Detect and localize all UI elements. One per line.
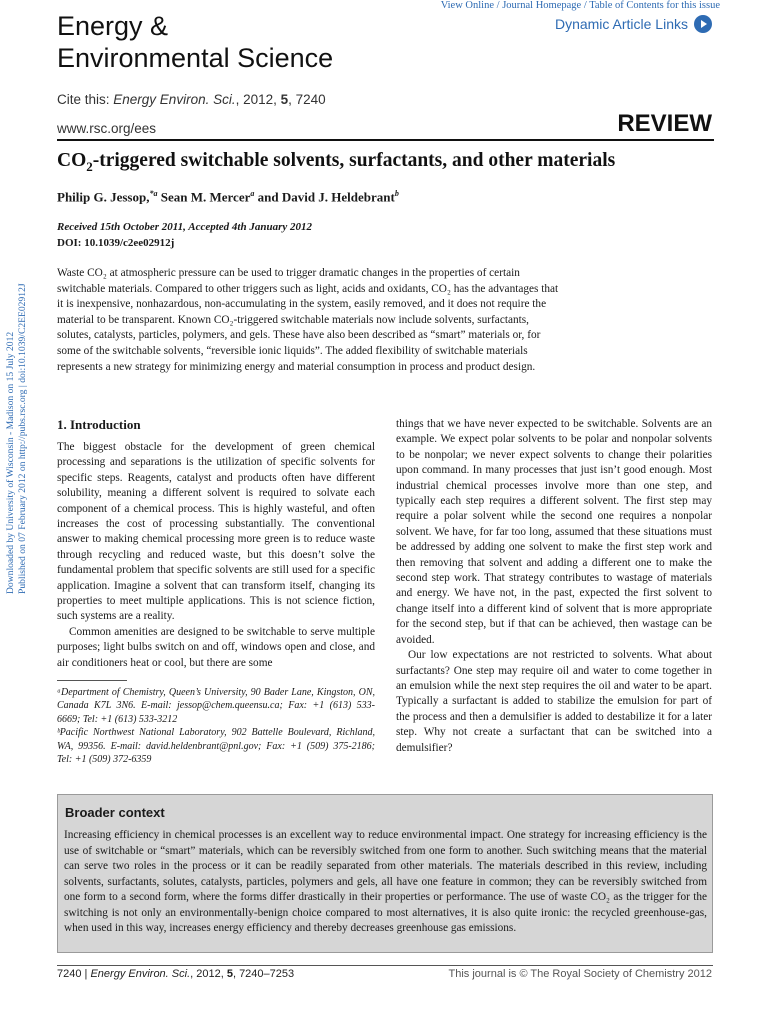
affiliation-footnotes: [57, 686, 375, 766]
sidebar-downloaded: Downloaded by University of Wisconsin - Madison on 15 July 2012: [5, 331, 16, 594]
broader-context-box: [57, 794, 713, 953]
author-affiliation: *a: [149, 189, 158, 198]
journal-homepage-link[interactable]: Journal Homepage: [502, 0, 582, 11]
header-rule: [57, 139, 714, 141]
citation-line: [57, 92, 326, 107]
footer-citation: 7240 | Energy Environ. Sci., 2012, 5, 7240–7253: [57, 968, 295, 980]
footer-pages: , 7240–7253: [232, 968, 295, 980]
footer-page: 7240: [57, 968, 82, 980]
footnote-rule: [57, 680, 127, 681]
journal-website: www.rsc.org/ees: [57, 121, 157, 136]
journal-title: [57, 10, 333, 74]
broader-context-title: Broader context: [65, 805, 165, 820]
author-list: [57, 189, 399, 205]
dynamic-links-label[interactable]: Dynamic Article Links: [554, 16, 688, 32]
footer-rule: [57, 965, 713, 966]
footer-volume: 5: [226, 968, 233, 980]
abstract: Waste CO₂ at atmospheric pressure can be used to trigger dramatic changes in the properties of certain switchable materials. Compared to other triggers such as light, acids and oxidants, CO₂ has the advantages that it is inexpensive, nonhazardous, non-accumulating in the system, easily removed, and it does not require the material to be transparent. Known CO₂-triggered switchable materials now include solvents, surfactants, solutes, catalysts, particles, polymers, and gels. These have also been described as “smart” materials or, for some of the switchable solvents, “reversible ionic liquids”. The added flexibility of switchable materials represents a new strategy for minimizing energy and material consumption in process and product design.: [57, 267, 559, 373]
title-post: -triggered switchable solvents, surfactants, and other materials: [92, 150, 616, 171]
footnote-a: ᵃDepartment of Chemistry, Queen’s University, 90 Bader Lane, Kingston, ON, Canada K7L 3N6. E-mail: jessop@chem.queensu.ca; Fax: +1 (613) 533-6669; Tel: +1 (613) 533-3212: [57, 687, 375, 725]
doi: DOI: 10.1039/c2ee02912j: [57, 237, 175, 249]
author-name: Philip G. Jessop,: [57, 189, 150, 205]
paragraph: things that we have never expected to be switchable. Solvents are an example. We expect polar solvents to be polar and nonpolar solvents to be nonpolar; we never expect solvents to change their polarities upon command. In many processes that just isn’t good enough. Most industrial chemical processes involve more than one step, and typically each step requires a different solvent. The first step may require a polar solvent while the second one requires a nonpolar solvent. We have, for far too long, assumed that these situations must be addressed by adding one solvent to make the first step work and then removing that solvent and adding a different one to make the second step work. That strategy contributes to wastage of materials and energy. We have not, in the past, expected the first solvent to change itself into a different kind of solvent that is more appropriate for the second step, but if that can be achieved, then wastage can be avoided.: [396, 418, 712, 646]
right-column: [396, 417, 712, 756]
title-sub: 2: [86, 158, 93, 174]
paragraph: Common amenities are designed to be switchable to serve multiple purposes; light bulbs switch on and off, windows open and close, and air conditioners heat or cool, but there are some: [57, 625, 375, 669]
broader-context-text: Increasing efficiency in chemical processes is an excellent way to reduce environmental impact. One strategy for increasing efficiency is the use of switchable or “smart” materials, which can be reversibly switched from one form to another. Such switching means that the material can serve two roles in the process or it can be readily separated from other materials. The materials described in this review, including solvents, surfactants, solutes, catalysts, particles, polymers and gels, all have one feature in common; they can be reversibly switched from one form to a second form, where the forms differ drastically in their properties or performance. The use of waste CO₂ as the trigger for the switching is not only an environmentally-benign choice compared to most alternatives, it is also quite ironic: the recycled greenhouse-gas, when used in this way, increases energy efficiency and thereby decreases greenhouse gas emissions.: [64, 829, 707, 934]
article-title: [57, 150, 615, 175]
play-icon[interactable]: [694, 15, 712, 33]
received-dates: Received 15th October 2011, Accepted 4th January 2012: [57, 221, 313, 233]
paragraph: The biggest obstacle for the development of green chemical processing and separations is the utilization of specific solvents for specific steps. Reagents, catalyst and products often have different solubility, meaning a different solvent is required to solvate each component of a chemical process. This is highly wasteful, and often increases the cost of processing substantially. The conventional answer to making chemical processing more green is to reduce waste through recycling and reduced waste, but this doesn’t solve the fundamental problem that specific solvents are still used for a specific application. Imagine a solvent that can transform itself, changing its properties to meet multiple applications. This is not science fiction, such systems are a reality.: [57, 441, 375, 623]
download-sidebar: [2, 258, 28, 595]
footer-year: , 2012,: [190, 968, 227, 980]
footnote-b: ᵇPacific Northwest National Laboratory, 902 Battelle Boulevard, Richland, WA, 99356. E-mail: david.heldenbrant@pnl.gov; Fax: +1 (509) 375-2186; Tel: +1 (509) 372-6359: [57, 727, 375, 766]
top-links: View Online / Journal Homepage / Table of Contents for this issue: [440, 0, 720, 11]
author-name: Sean M. Mercer: [157, 189, 251, 205]
left-column: [57, 440, 375, 671]
title-pre: CO: [57, 150, 87, 171]
cite-year: , 2012,: [235, 92, 281, 107]
cite-volume: 5: [280, 92, 289, 107]
author-affiliation: b: [394, 189, 399, 198]
journal-title-line2: Environmental Science: [57, 43, 334, 73]
journal-title-line1: Energy &: [57, 11, 169, 41]
table-of-contents-link[interactable]: Table of Contents for this issue: [589, 0, 720, 11]
author-name: and David J. Heldebrant: [254, 189, 395, 205]
paragraph: Our low expectations are not restricted to solvents. What about surfactants? One step may require oil and water to come together in an emulsion while the next step requires the oil and water to be apart. Typically a surfactant is added to stabilize the emulsion for part of the process and then a demulsifier is added to destabilize it for a later step. Why not create a surfactant that can be switched into a demulsifier?: [396, 649, 712, 754]
sidebar-published: Published on 07 February 2012 on http://pubs.rsc.org | doi:10.1039/C2EE02912J: [17, 283, 28, 594]
footer-journal: Energy Environ. Sci.: [90, 968, 191, 980]
footer-copyright: This journal is © The Royal Society of Chemistry 2012: [448, 968, 712, 980]
section-label: REVIEW: [617, 110, 712, 137]
section-heading-introduction: 1. Introduction: [57, 417, 141, 432]
cite-journal: Energy Environ. Sci.: [113, 92, 236, 107]
dynamic-article-links[interactable]: [555, 15, 712, 33]
author-affiliation: a: [250, 189, 255, 198]
cite-page: , 7240: [288, 92, 326, 107]
cite-prefix: Cite this:: [57, 92, 114, 107]
view-online-link[interactable]: View Online: [440, 0, 495, 11]
